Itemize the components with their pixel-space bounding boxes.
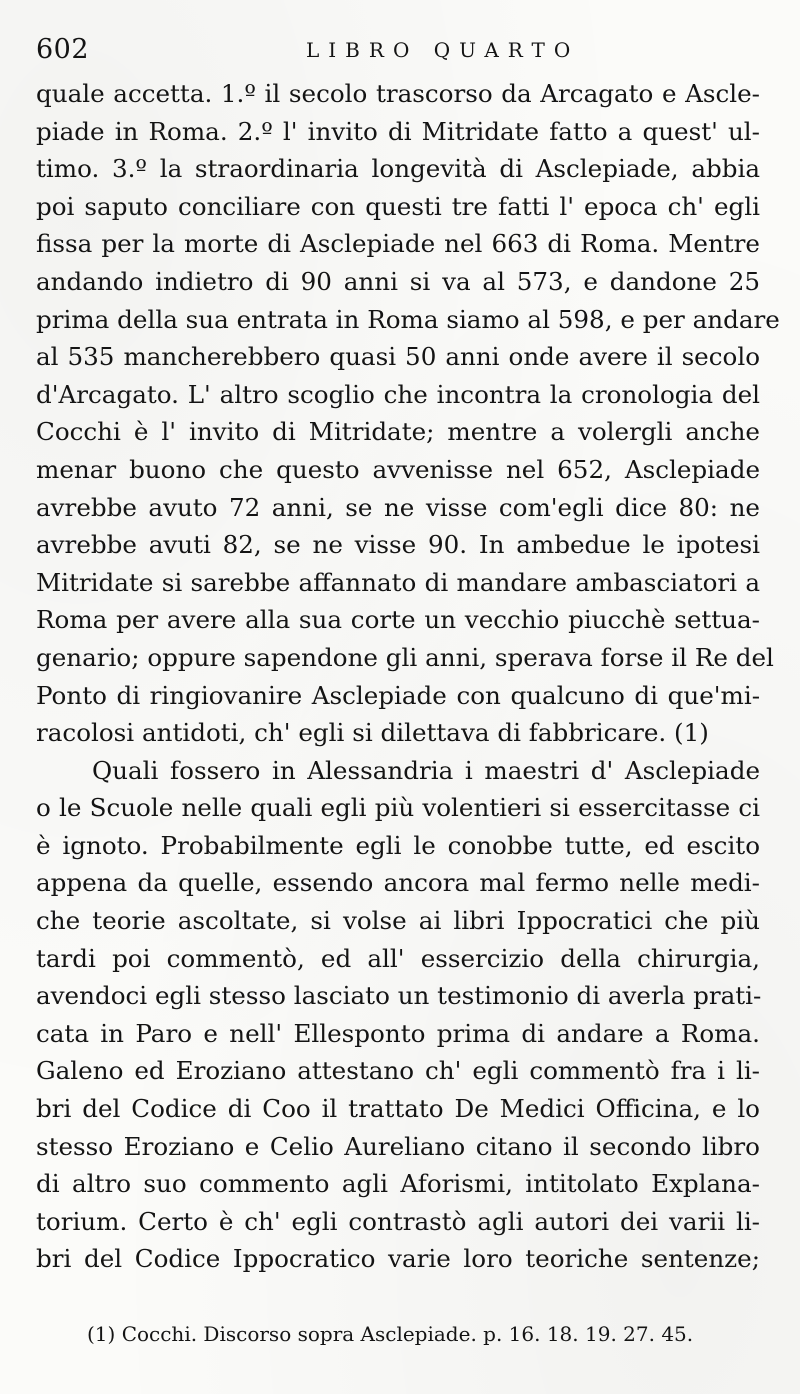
text-line: timo. 3.º la straordinaria longevità di Asclepiade, abbia: [36, 154, 760, 184]
text-line: bri del Codice di Coo il trattato De Medici Officina, e lo: [36, 1094, 760, 1124]
text-line: al 535 mancherebbero quasi 50 anni onde avere il secolo: [36, 342, 760, 372]
text-line: quale accetta. 1.º il secolo trascorso da Arcagato e Ascle-: [36, 79, 760, 108]
text-line: genario; oppure sapendone gli anni, sperava forse il Re del: [36, 642, 774, 672]
text-line: o le Scuole nelle quali egli più volentieri si essercitasse ci: [36, 793, 760, 823]
text-line: stesso Eroziano e Celio Aureliano citano il secondo libro: [36, 1131, 760, 1161]
text-line: Cocchi è l' invito di Mitridate; mentre a volergli anche: [36, 417, 760, 447]
paragraph-end-line: racolosi antidoti, ch' egli si dilettava di fabbricare. (1): [36, 718, 709, 748]
page-number: 602: [36, 34, 90, 65]
text-line: d'Arcagato. L' altro scoglio che incontra la cronologia del: [36, 379, 760, 409]
text-line: Galeno ed Eroziano attestano ch' egli commentò fra i li-: [36, 1056, 760, 1086]
running-head: [36, 34, 764, 68]
text-line: fissa per la morte di Asclepiade nel 663 di Roma. Mentre: [36, 229, 760, 259]
text-line: menar buono che questo avvenisse nel 652, Asclepiade: [36, 454, 760, 484]
text-line: cata in Paro e nell' Ellesponto prima di andare a Roma.: [36, 1018, 760, 1048]
text-line: avrebbe avuti 82, se ne visse 90. In ambedue le ipotesi: [36, 530, 760, 560]
text-line: Roma per avere alla sua corte un vecchio piucchè settua-: [36, 605, 760, 635]
text-line: Mitridate si sarebbe affannato di mandare ambasciatori a: [36, 567, 760, 597]
text-line: avendoci egli stesso lasciato un testimonio di averla prati-: [36, 981, 762, 1011]
text-line: è ignoto. Probabilmente egli le conobbe tutte, ed escito: [36, 830, 760, 860]
text-line: bri del Codice Ippocratico varie loro teoriche sentenze;: [36, 1244, 760, 1274]
text-line: poi saputo conciliare con questi tre fatti l' epoca ch' egli: [36, 191, 760, 221]
text-line: Ponto di ringiovanire Asclepiade con qualcuno di que'mi-: [36, 680, 760, 710]
text-line: torium. Certo è ch' egli contrastò agli autori dei varii li-: [36, 1206, 760, 1236]
text-line: avrebbe avuto 72 anni, se ne visse com'egli dice 80: ne: [36, 492, 760, 522]
body-text: [36, 75, 780, 1278]
text-line: tardi poi commentò, ed all' essercizio della chirurgia,: [36, 943, 760, 973]
text-line: andando indietro di 90 anni si va al 573, e dandone 25: [36, 266, 760, 296]
text-line: appena da quelle, essendo ancora mal fermo nelle medi-: [36, 868, 760, 898]
footnote: (1) Cocchi. Discorso sopra Asclepiade. p. 16. 18. 19. 27. 45.: [87, 1322, 694, 1346]
text-line: che teorie ascoltate, si volse ai libri Ippocratici che più: [36, 906, 760, 936]
running-title: LIBRO QUARTO: [306, 38, 580, 62]
paragraph-start-line: Quali fossero in Alessandria i maestri d' Asclepiade: [92, 755, 760, 785]
text-line: piade in Roma. 2.º l' invito di Mitridate fatto a quest' ul-: [36, 116, 760, 146]
text-line: di altro suo commento agli Aforismi, intitolato Explana-: [36, 1169, 760, 1199]
text-line: prima della sua entrata in Roma siamo al 598, e per andare: [36, 304, 780, 334]
